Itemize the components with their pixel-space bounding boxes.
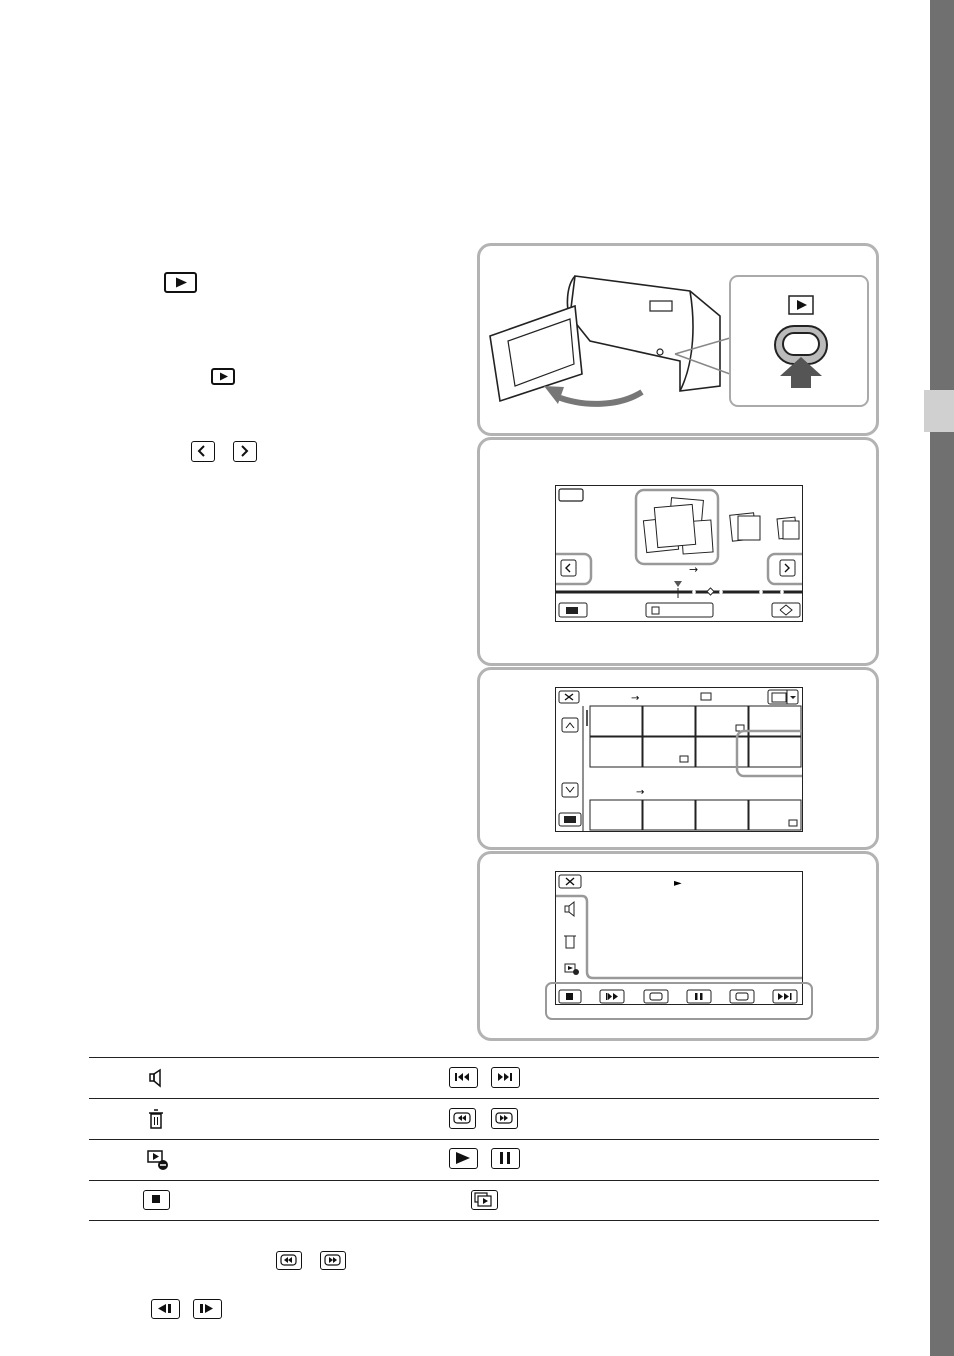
index-screen bbox=[555, 687, 803, 832]
table-rule bbox=[89, 1057, 879, 1058]
delete-icon bbox=[148, 1108, 164, 1130]
play-mode-icon bbox=[164, 272, 197, 293]
index-arrow-text-1: → bbox=[631, 693, 640, 704]
right-arrow-icon bbox=[233, 441, 257, 462]
context-icon bbox=[146, 1148, 170, 1172]
slideshow-icon bbox=[471, 1190, 498, 1210]
slow-forward-icon bbox=[193, 1299, 222, 1319]
pause-icon bbox=[491, 1148, 520, 1169]
stop-icon bbox=[143, 1190, 170, 1210]
table-rule bbox=[89, 1220, 879, 1221]
fast-reverse-icon bbox=[449, 1108, 476, 1129]
event-view-figure bbox=[477, 437, 879, 666]
play-marker-text: ► bbox=[674, 878, 682, 889]
index-arrow-text-2: → bbox=[636, 787, 645, 798]
event-screen bbox=[555, 485, 803, 622]
fast-forward-icon bbox=[320, 1251, 346, 1270]
event-arrow-text: → bbox=[689, 563, 699, 576]
side-tab bbox=[924, 390, 954, 432]
table-rule bbox=[89, 1139, 879, 1140]
slow-reverse-icon bbox=[151, 1299, 180, 1319]
index-figure bbox=[477, 667, 879, 850]
side-bar bbox=[930, 0, 954, 1356]
play-mode-icon bbox=[211, 368, 235, 385]
play-icon bbox=[449, 1148, 478, 1169]
table-rule bbox=[89, 1180, 879, 1181]
previous-icon bbox=[449, 1067, 478, 1088]
table-rule bbox=[89, 1098, 879, 1099]
left-arrow-icon bbox=[191, 441, 215, 462]
volume-icon bbox=[148, 1068, 164, 1088]
next-icon bbox=[491, 1067, 520, 1088]
fast-forward-icon bbox=[491, 1108, 518, 1129]
fast-reverse-icon bbox=[276, 1251, 302, 1270]
camera-figure bbox=[477, 243, 879, 436]
controls-highlight bbox=[545, 982, 813, 1020]
playback-figure bbox=[477, 851, 879, 1041]
